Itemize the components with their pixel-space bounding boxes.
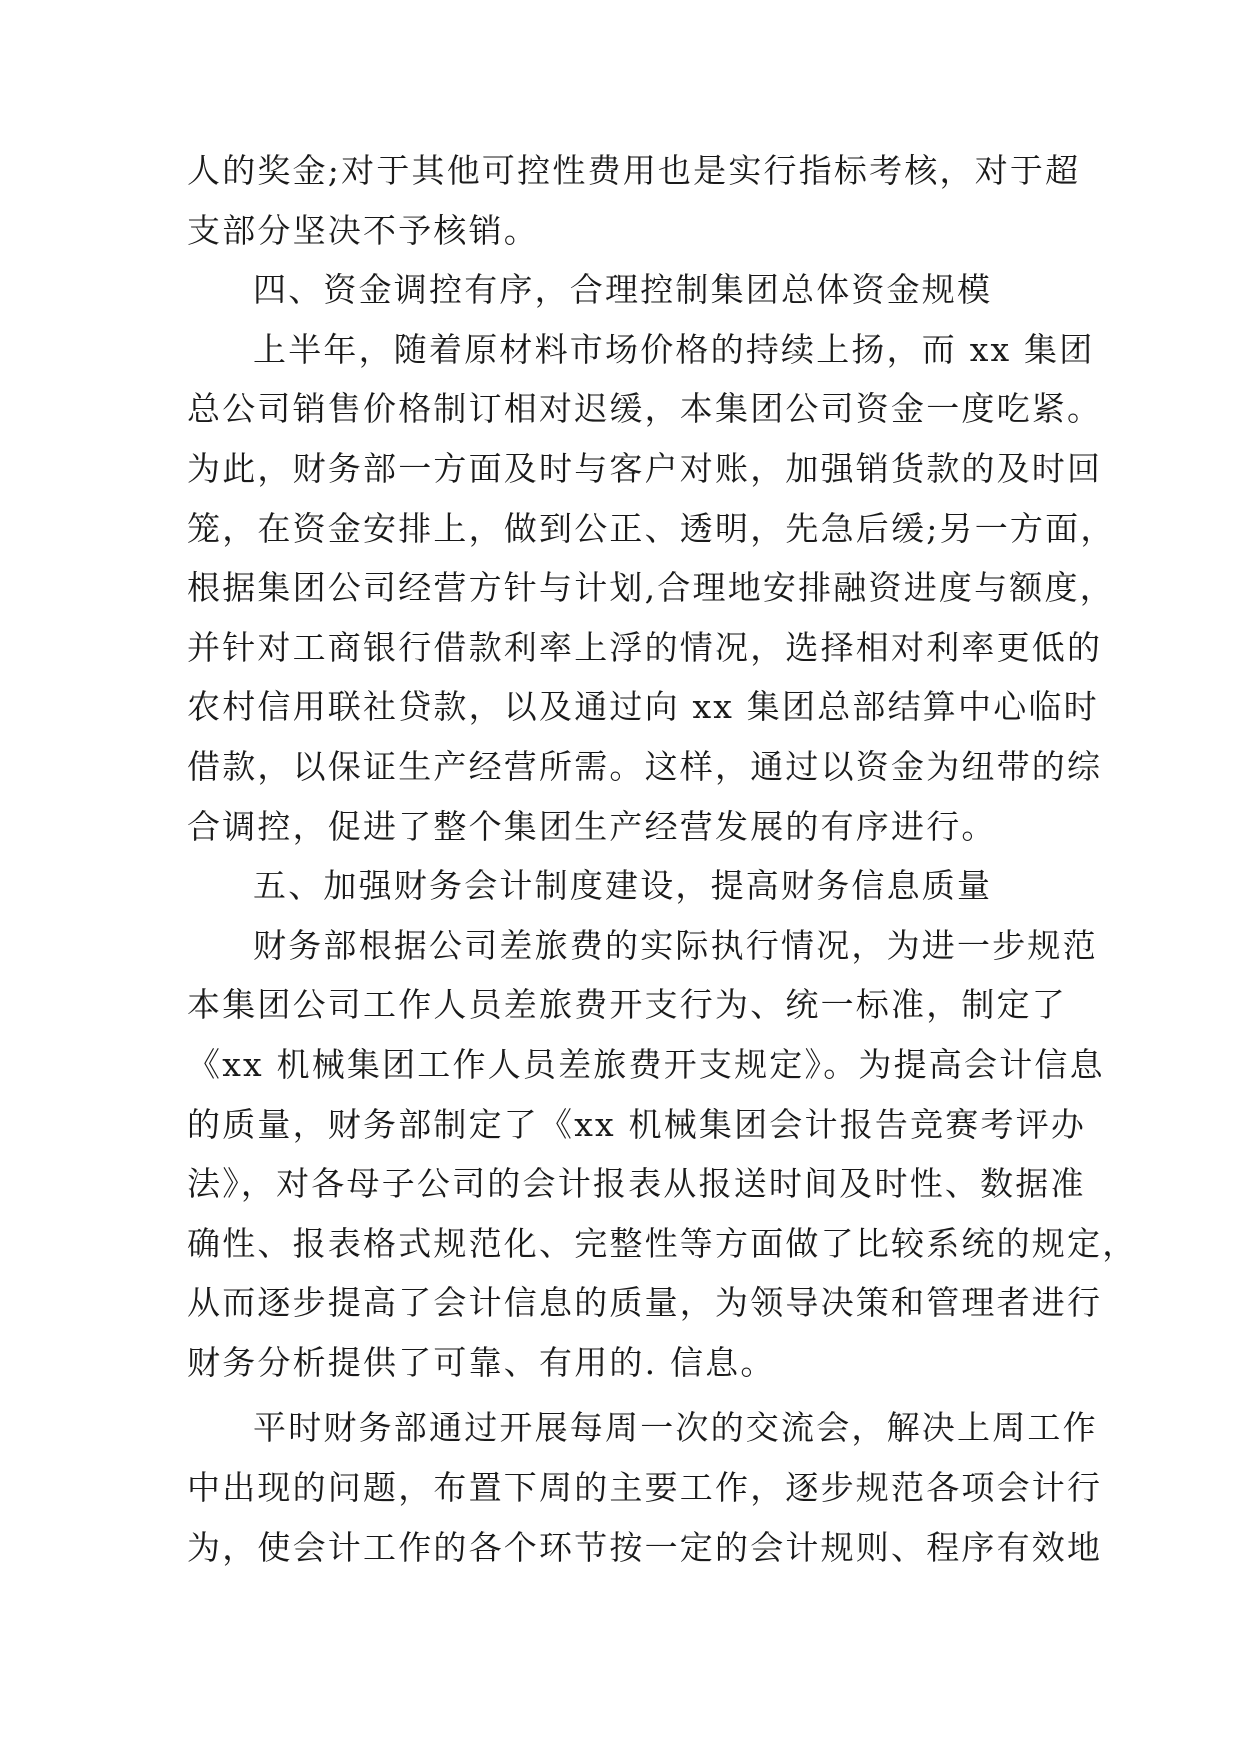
text-line: 根据集团公司经营方针与计划,合理地安排融资进度与额度，	[187, 568, 1115, 608]
text-line: 农村信用联社贷款，以及通过向 xx 集团总部结算中心临时	[187, 687, 1099, 727]
text-line: 笼，在资金安排上，做到公正、透明，先急后缓;另一方面，	[187, 508, 1116, 548]
text-line: 总公司销售价格制订相对迟缓，本集团公司资金一度吃紧。	[187, 389, 1103, 429]
text-line: 的质量，财务部制定了《xx 机械集团会计报告竞赛考评办	[187, 1104, 1087, 1144]
text-line: 为此，财务部一方面及时与客户对账，加强销货款的及时回	[187, 448, 1103, 488]
section-heading: 四、资金调控有序，合理控制集团总体资金规模	[253, 270, 993, 310]
text-line: 本集团公司工作人员差旅费开支行为、统一标准，制定了	[187, 985, 1067, 1025]
text-line: 平时财务部通过开展每周一次的交流会，解决上周工作	[253, 1408, 1098, 1448]
section-heading: 五、加强财务会计制度建设，提高财务信息质量	[253, 866, 993, 906]
text-line: 合调控，促进了整个集团生产经营发展的有序进行。	[187, 806, 997, 846]
text-line: 中出现的问题，布置下周的主要工作，逐步规范各项会计行	[187, 1468, 1103, 1508]
text-line: 人的奖金;对于其他可控性费用也是实行指标考核，对于超	[187, 151, 1081, 190]
text-line: 从而逐步提高了会计信息的质量，为领导决策和管理者进行	[187, 1283, 1103, 1323]
text-line: 并针对工商银行借款利率上浮的情况，选择相对利率更低的	[187, 627, 1103, 667]
text-line: 《xx 机械集团工作人员差旅费开支规定》。为提高会计信息	[187, 1044, 1105, 1084]
text-line: 法》，对各母子公司的会计报表从报送时间及时性、数据准	[187, 1164, 1086, 1204]
text-line: 为，使会计工作的各个环节按一定的会计规则、程序有效地	[187, 1527, 1103, 1567]
text-line: 财务分析提供了可靠、有用的. 信息。	[187, 1342, 776, 1382]
text-line: 支部分坚决不予核销。	[187, 210, 539, 250]
text-line: 上半年，随着原材料市场价格的持续上扬，而 xx 集团	[253, 329, 1095, 369]
text-line: 借款，以保证生产经营所需。这样，通过以资金为纽带的综	[187, 746, 1103, 786]
document-body	[187, 141, 1138, 1577]
text-line: 确性、报表格式规范化、完整性等方面做了比较系统的规定，	[187, 1223, 1138, 1263]
text-line: 财务部根据公司差旅费的实际执行情况，为进一步规范	[253, 925, 1098, 965]
